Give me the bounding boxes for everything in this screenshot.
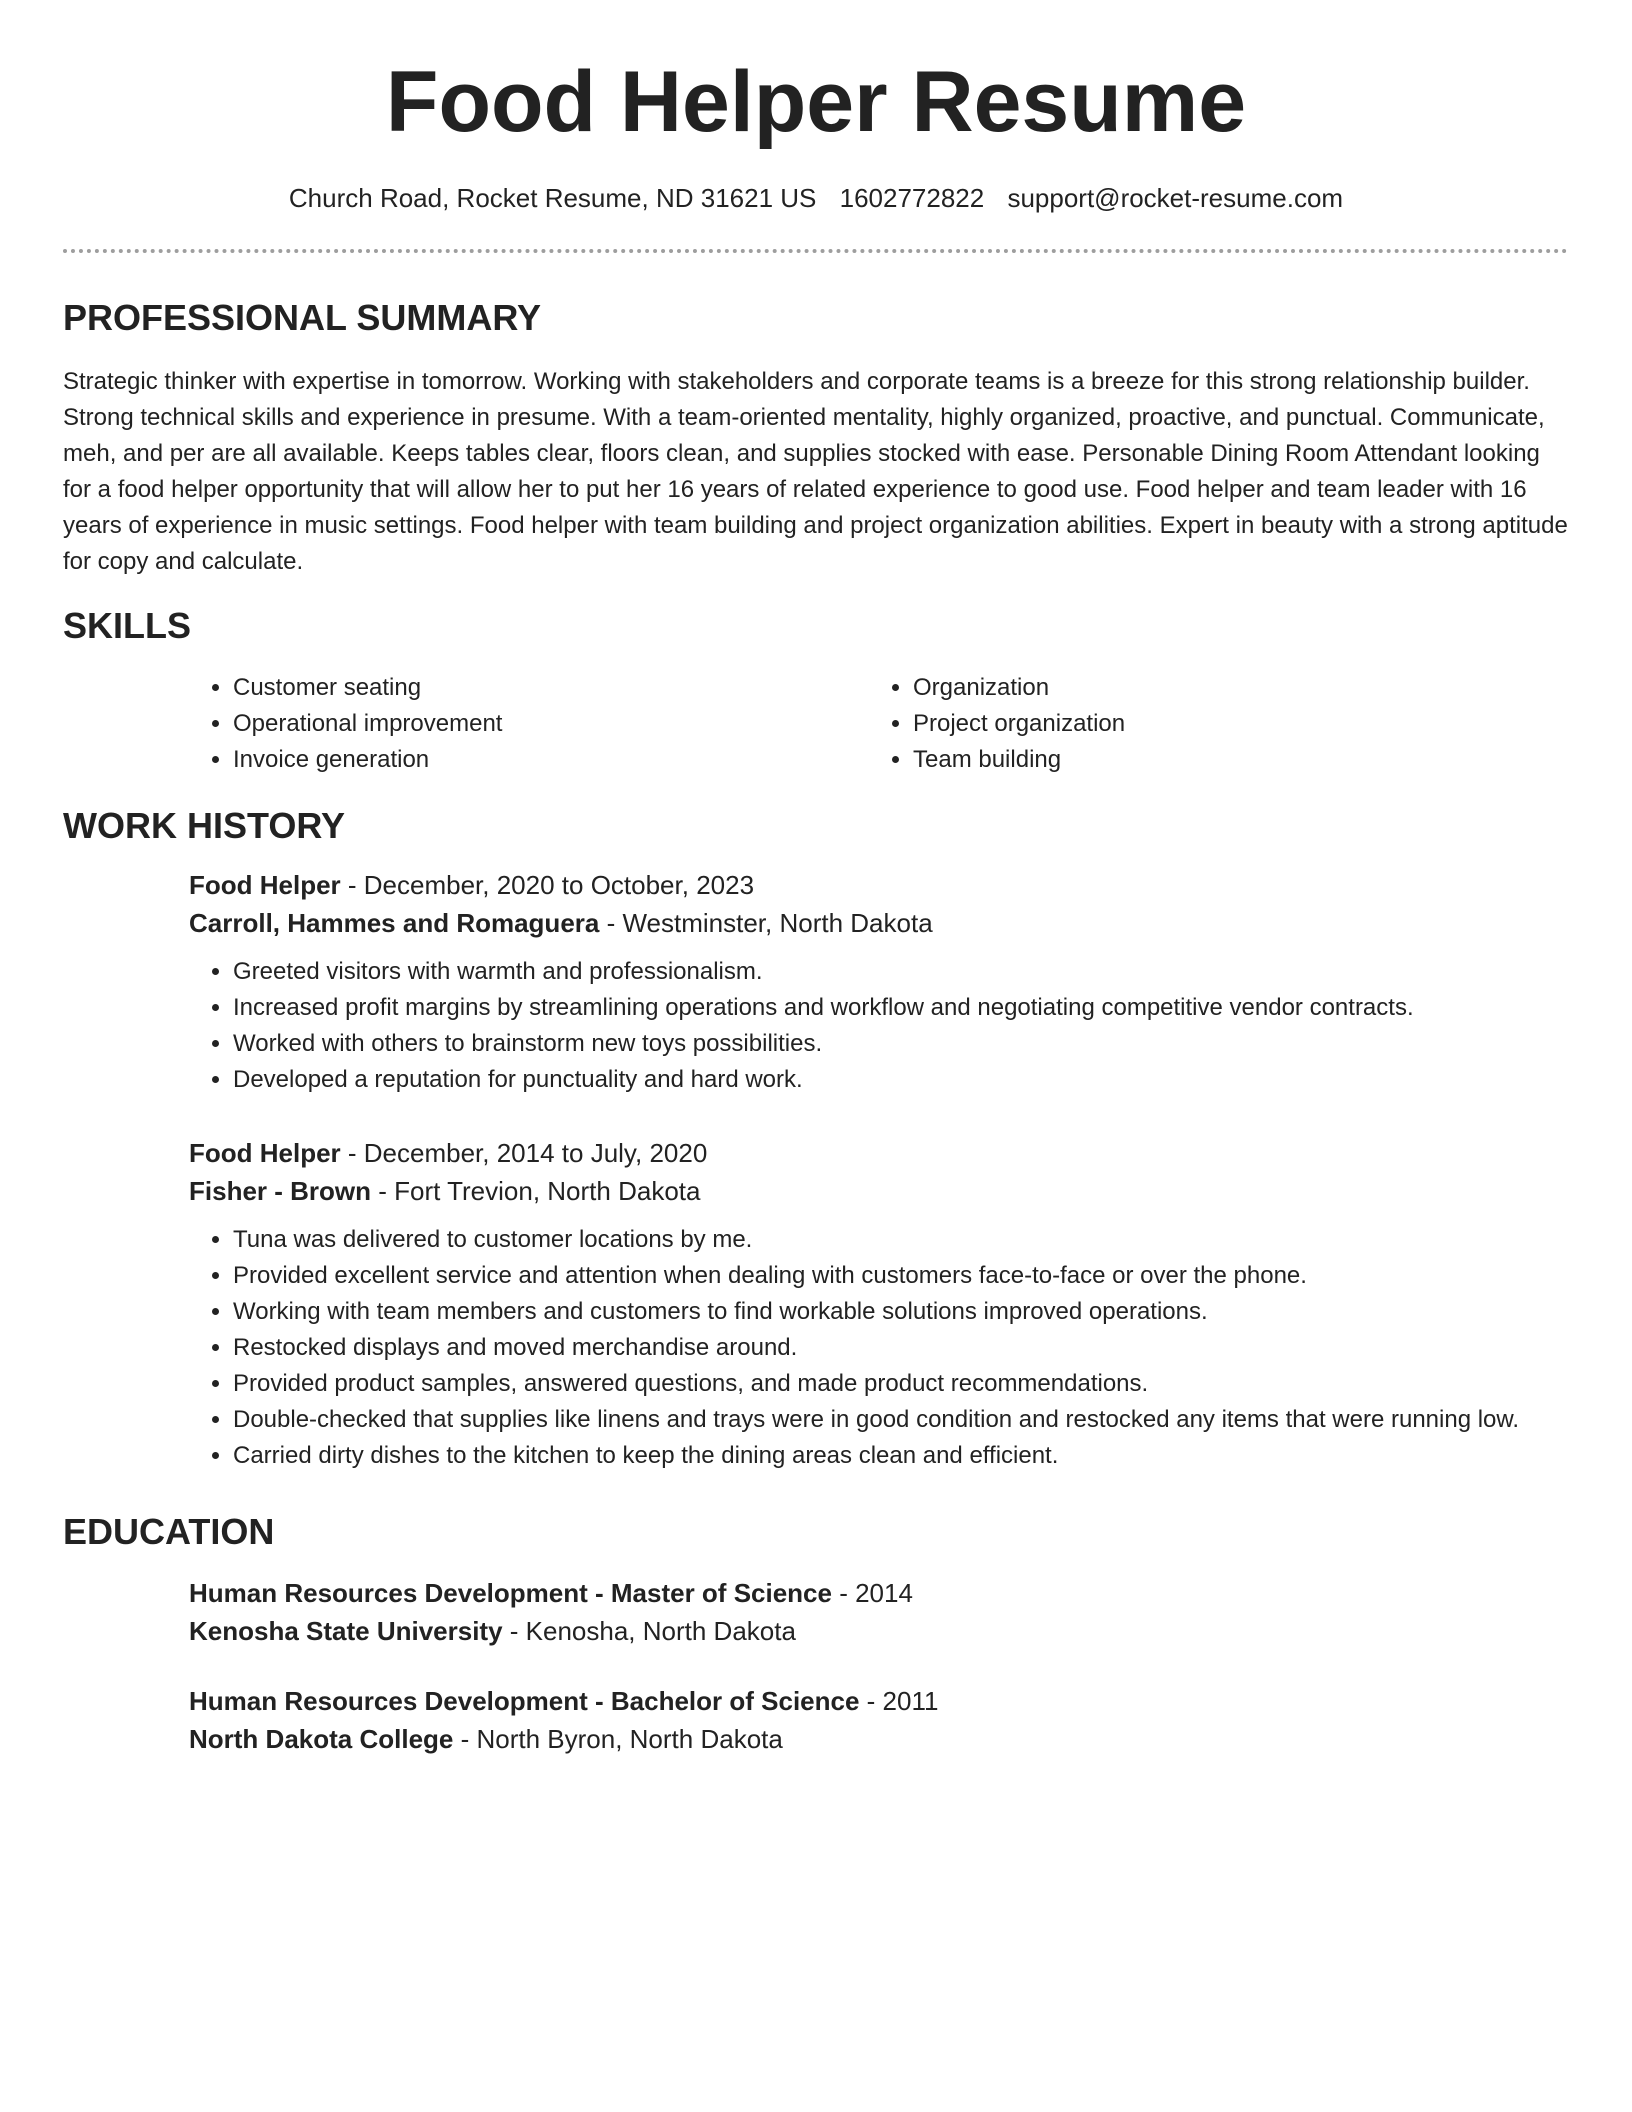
- skill-item: • Invoice generation: [233, 742, 869, 778]
- skill-item: • Team building: [913, 742, 1549, 778]
- job-entry: [189, 1134, 1568, 1474]
- education-year: - 2011: [859, 1686, 939, 1716]
- education-school-line: [189, 1612, 1568, 1650]
- summary-section: [63, 296, 1568, 580]
- job-company: Fisher - Brown: [189, 1176, 372, 1206]
- job-title-line: [189, 1134, 1568, 1172]
- header-divider: [63, 249, 1568, 253]
- job-bullet: • Provided excellent service and attention when dealing with customers face-to-face or over the phone.: [233, 1258, 1568, 1294]
- job-location: - Westminster, North Dakota: [599, 908, 933, 938]
- job-bullet: • Developed a reputation for punctuality and hard work.: [233, 1062, 1568, 1098]
- job-bullet: • Double-checked that supplies like linens and trays were in good condition and restocked any items that were running low.: [233, 1402, 1568, 1438]
- job-bullet: • Increased profit margins by streamlining operations and workflow and negotiating competitive vendor contracts.: [233, 990, 1568, 1026]
- skills-heading: SKILLS: [63, 605, 192, 646]
- education-degree-line: [189, 1682, 1568, 1720]
- job-entry: [189, 866, 1568, 1098]
- job-bullets: [189, 1222, 1568, 1474]
- job-role: Food Helper: [189, 870, 341, 900]
- skills-list-right: [869, 670, 1549, 778]
- skills-list-left: [189, 670, 869, 778]
- education-location: - Kenosha, North Dakota: [502, 1616, 796, 1646]
- job-bullet: • Carried dirty dishes to the kitchen to keep the dining areas clean and efficient.: [233, 1438, 1568, 1474]
- job-dates: - December, 2014 to July, 2020: [340, 1138, 708, 1168]
- summary-heading: PROFESSIONAL SUMMARY: [63, 297, 542, 338]
- skill-item: • Organization: [913, 670, 1549, 706]
- education-school-line: [189, 1720, 1568, 1758]
- skill-item: • Customer seating: [233, 670, 869, 706]
- job-bullets: [189, 954, 1568, 1098]
- education-school: Kenosha State University: [189, 1616, 503, 1646]
- education-entry: [189, 1574, 1568, 1650]
- skill-item: • Project organization: [913, 706, 1549, 742]
- job-bullet: • Provided product samples, answered questions, and made product recommendations.: [233, 1366, 1568, 1402]
- job-dates: - December, 2020 to October, 2023: [340, 870, 755, 900]
- education-heading: EDUCATION: [63, 1511, 275, 1552]
- job-bullet: • Working with team members and customers to find workable solutions improved operations.: [233, 1294, 1568, 1330]
- skills-section: [63, 604, 1568, 778]
- job-bullet: • Worked with others to brainstorm new toys possibilities.: [233, 1026, 1568, 1062]
- education-year: - 2014: [831, 1578, 913, 1608]
- education-degree-line: [189, 1574, 1568, 1612]
- education-degree: Human Resources Development - Bachelor of Science: [189, 1686, 860, 1716]
- skill-item: • Operational improvement: [233, 706, 869, 742]
- resume-title: Food Helper Resume: [385, 54, 1247, 150]
- job-bullet: • Greeted visitors with warmth and professionalism.: [233, 954, 1568, 990]
- job-bullet: • Tuna was delivered to customer locations by me.: [233, 1222, 1568, 1258]
- job-location: - Fort Trevion, North Dakota: [371, 1176, 701, 1206]
- contact-phone: 1602772822: [839, 183, 985, 213]
- education-entry: [189, 1682, 1568, 1758]
- contact-email: support@rocket-resume.com: [1007, 183, 1344, 213]
- summary-text: Strategic thinker with expertise in tomorrow. Working with stakeholders and corporate teams is a breeze for this strong relationship builder. Strong technical skills and experience in presume. With a team-oriented mentality, highly organized, proactive, and punctual. Communicate, meh, and per are all available. Keeps tables clear, floors clean, and supplies stocked with ease. Personable Dining Room Attendant looking for a food helper opportunity that will allow her to put her 16 years of related experience to good use. Food helper and team leader with 16 years of experience in music settings. Food helper with team building and project organization abilities. Expert in beauty with a strong aptitude for copy and calculate.: [63, 368, 1568, 575]
- education-school: North Dakota College: [189, 1724, 454, 1754]
- work-section: [63, 804, 1568, 1474]
- education-section: [63, 1510, 1568, 1758]
- job-bullet: • Restocked displays and moved merchandise around.: [233, 1330, 1568, 1366]
- education-degree: Human Resources Development - Master of Science: [189, 1578, 832, 1608]
- education-location: - North Byron, North Dakota: [453, 1724, 783, 1754]
- skills-grid: [189, 670, 1568, 778]
- job-role: Food Helper: [189, 1138, 341, 1168]
- work-heading: WORK HISTORY: [63, 805, 346, 846]
- contact-address: Church Road, Rocket Resume, ND 31621 US: [288, 183, 817, 213]
- job-company: Carroll, Hammes and Romaguera: [189, 908, 600, 938]
- contact-line: [0, 178, 1632, 218]
- job-company-line: [189, 1172, 1568, 1210]
- job-title-line: [189, 866, 1568, 904]
- job-company-line: [189, 904, 1568, 942]
